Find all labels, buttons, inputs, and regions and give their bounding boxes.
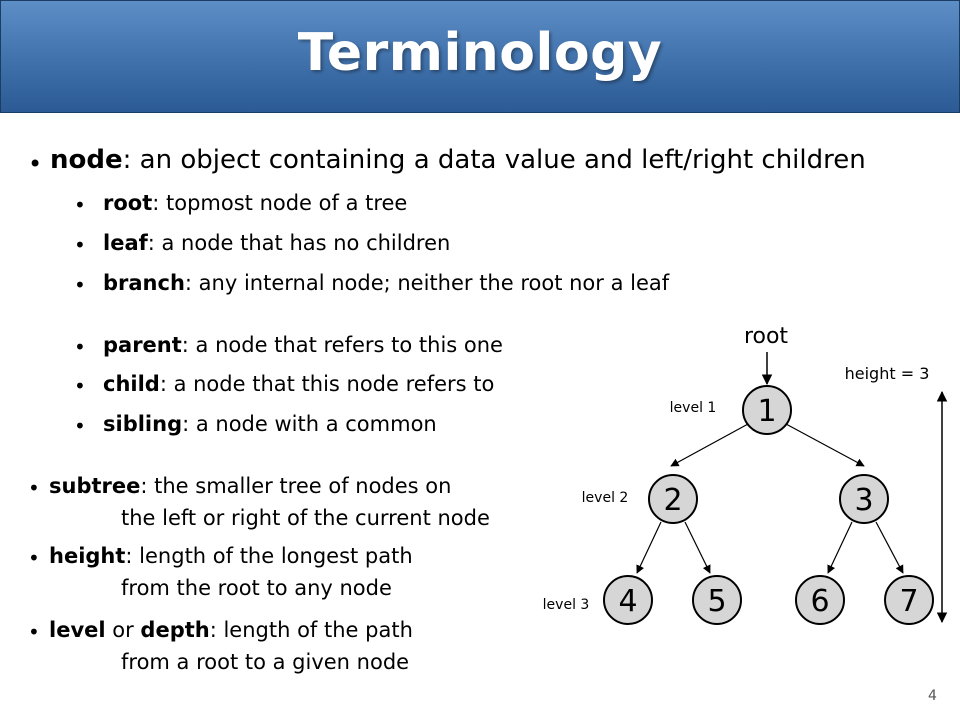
def-child: : a node that this node refers to: [159, 372, 495, 396]
def-branch: : any internal node; neither the root nor a leaf: [184, 271, 670, 295]
height-label: height = 3: [844, 364, 930, 383]
bullet-dot: •: [74, 374, 86, 398]
level-2-label: level 2: [581, 490, 629, 506]
tree-node-7-label: 7: [899, 584, 919, 619]
tree-node-7: [885, 576, 933, 624]
bullet-dot: •: [74, 273, 86, 297]
bullet-height-cont: from the root to any node: [121, 576, 392, 600]
term-node: node: [50, 145, 123, 175]
edge-2-5: [685, 522, 710, 573]
level-3-label: level 3: [542, 597, 590, 613]
bullet-dot: •: [74, 414, 86, 438]
def-node: : an object containing a data value and left/right children: [122, 145, 866, 175]
tree-node-1-label: 1: [757, 394, 777, 429]
term-branch: branch: [103, 271, 185, 295]
term-subtree: subtree: [49, 474, 141, 498]
level-1-label: level 1: [669, 400, 717, 416]
edge-2-4: [637, 522, 661, 573]
slide-title: Terminology: [297, 23, 663, 83]
def-root: : topmost node of a tree: [152, 191, 408, 215]
edge-3-6: [828, 522, 852, 573]
bullet-dot: •: [28, 620, 40, 644]
edge-3-7: [876, 522, 903, 573]
tree-node-3-label: 3: [854, 483, 874, 518]
tree-node-2: [649, 475, 697, 523]
term-height: height: [49, 544, 126, 568]
bullet-dot: •: [74, 233, 86, 257]
def-level-or: or: [105, 618, 141, 642]
bullet-level-cont: from a root to a given node: [121, 650, 410, 674]
term-depth: depth: [140, 618, 210, 642]
tree-node-5: [693, 576, 741, 624]
bullet-dot: •: [28, 476, 40, 500]
bullet-dot: •: [74, 335, 86, 359]
tree-node-2-label: 2: [663, 483, 683, 518]
def-sibling: : a node with a common: [182, 412, 437, 436]
bullet-dot: •: [28, 546, 40, 570]
term-child: child: [103, 372, 160, 396]
tree-node-4-label: 4: [618, 584, 638, 619]
page-number: 4: [928, 688, 937, 704]
edge-1-3: [786, 424, 864, 466]
tree-node-6-label: 6: [810, 584, 830, 619]
tree-node-3: [840, 475, 888, 523]
tree-node-6: [796, 576, 844, 624]
term-root: root: [103, 191, 153, 215]
tree-node-1: [743, 386, 791, 434]
tree-node-5-label: 5: [707, 584, 727, 619]
term-leaf: leaf: [103, 231, 148, 255]
bullet-dot: •: [28, 150, 43, 178]
def-height: : length of the longest path: [125, 544, 413, 568]
bullet-subtree-cont: the left or right of the current node: [121, 506, 490, 530]
def-level: : length of the path: [209, 618, 413, 642]
def-leaf: : a node that has no children: [147, 231, 451, 255]
term-level: level: [49, 618, 106, 642]
edge-1-2: [671, 424, 748, 466]
root-label: root: [743, 324, 789, 349]
tree-node-4: [604, 576, 652, 624]
def-subtree: : the smaller tree of nodes on: [140, 474, 452, 498]
def-parent: : a node that refers to this one: [181, 333, 503, 357]
term-sibling: sibling: [103, 412, 183, 436]
bullet-dot: •: [74, 193, 86, 217]
term-parent: parent: [103, 333, 182, 357]
